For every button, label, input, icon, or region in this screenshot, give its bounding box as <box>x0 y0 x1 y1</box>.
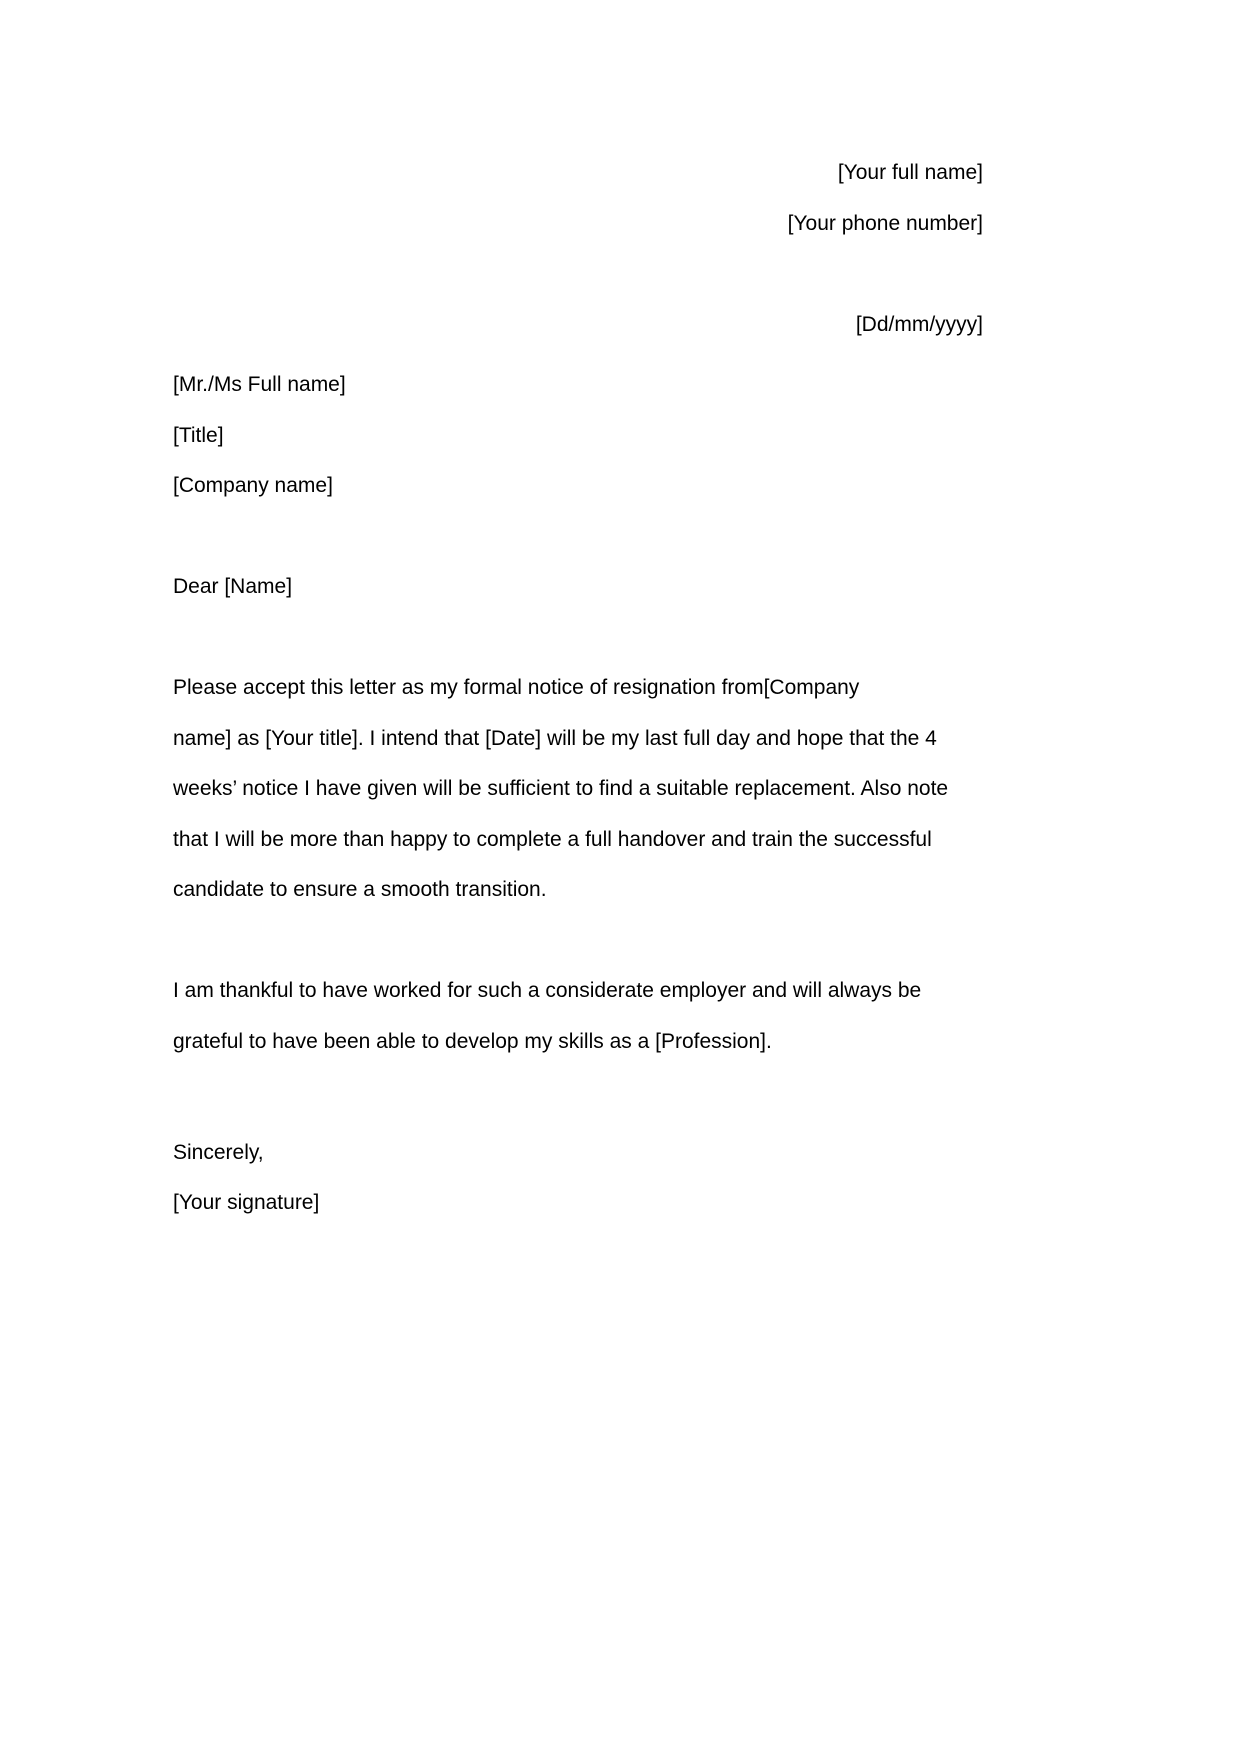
sender-full-name: [Your full name] <box>837 161 983 184</box>
recipient-company: [Company name] <box>173 474 333 497</box>
signature-placeholder: [Your signature] <box>173 1191 320 1214</box>
closing: Sincerely, <box>173 1141 264 1164</box>
paragraph-2-line: I am thankful to have worked for such a considerate employer and will always be <box>173 979 922 1002</box>
paragraph-1-line: weeks’ notice I have given will be sufficient to find a suitable replacement. Also note <box>173 777 949 800</box>
paragraph-1-line: name] as [Your title]. I intend that [Date] will be my last full day and hope that the 4 <box>173 727 937 750</box>
paragraph-2-line: grateful to have been able to develop my skills as a [Profession]. <box>173 1030 772 1053</box>
sender-phone: [Your phone number] <box>787 212 983 235</box>
recipient-title: [Title] <box>173 424 224 447</box>
paragraph-1-line: candidate to ensure a smooth transition. <box>173 878 547 901</box>
letter-date: [Dd/mm/yyyy] <box>855 313 983 336</box>
salutation: Dear [Name] <box>173 575 293 598</box>
recipient-name: [Mr./Ms Full name] <box>173 373 346 396</box>
paragraph-1-line: Please accept this letter as my formal notice of resignation from[Company <box>173 676 860 699</box>
paragraph-1-line: that I will be more than happy to complete a full handover and train the successful <box>173 828 932 851</box>
